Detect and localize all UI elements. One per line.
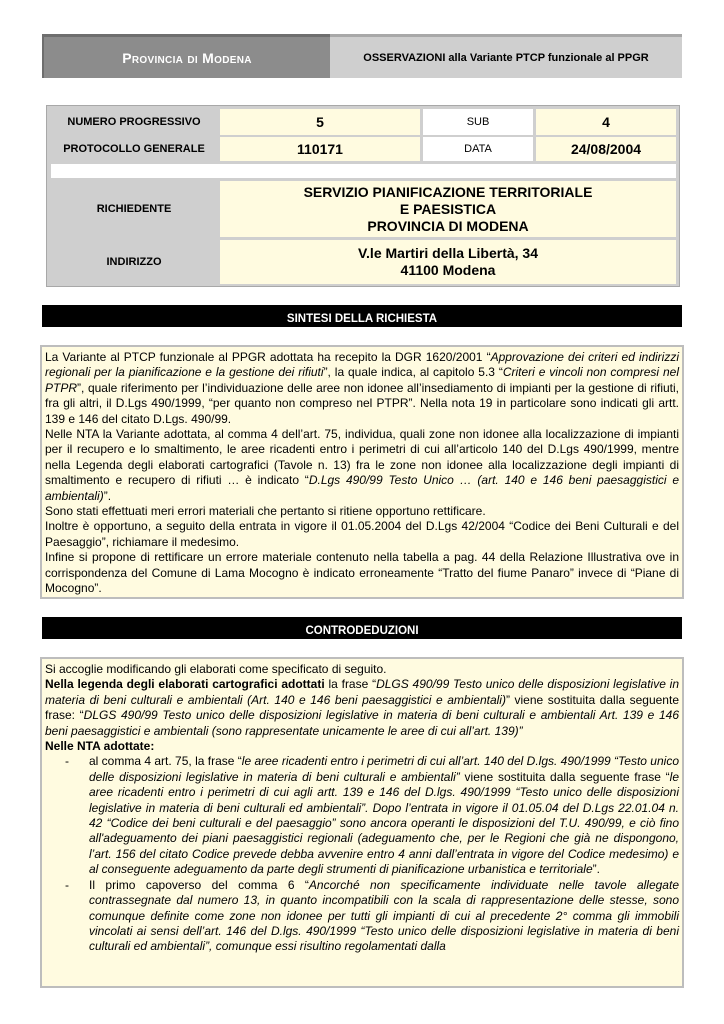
controdeduzioni-box bbox=[40, 657, 684, 988]
richiedente-label: RICHIEDENTE bbox=[51, 181, 217, 237]
spacer-row bbox=[51, 164, 676, 178]
contro-paragraph-3: Nelle NTA adottate: bbox=[45, 739, 155, 754]
sintesi-paragraph-3: Sono stati effettuati meri errori materiali che pertanto si ritiene opportuno rettificare. bbox=[45, 504, 486, 519]
nta-list bbox=[45, 754, 679, 954]
document-subtitle: OSSERVAZIONI alla Variante PTCP funzionale al PPGR bbox=[330, 34, 682, 78]
data-label: DATA bbox=[423, 137, 533, 161]
controdeduzioni-heading: CONTRODEDUZIONI bbox=[42, 617, 682, 639]
nta-list-item-1: - al comma 4 art. 75, la frase “le aree ricadenti entro i perimetri di cui all’art. 140 del D.lgs. 490/1999 “Testo unico delle disposizioni legislative in materia di beni culturali e ambientali” viene sostituita dalla seguente frase “le aree ricadenti entro i perimetri di cui agli artt. 139 e 146 del D.lgs. 490/1999 “Testo unico delle disposizioni legislative in materia di beni culturali ed ambientali”. Dopo l’entrata in vigore il 01.05.04 del D.Lgs 22.01.04 n. 42 “Codice dei beni culturali e del paesaggio” sono ancora operanti le disposizioni del T.U. 490/99, e ciò fino all'adeguamento dei piani paesaggistici regionali (adeguamento che, per le Regioni che già ne dispongono, l’art. 156 del citato Codice prevede debba avvenire entro 4 anni dall’entrata in vigore del Codice medesimo) e al conseguente adeguamento da parte degli strumenti di pianificazione urbanistica e territoriale”. bbox=[65, 754, 679, 877]
indirizzo-line-1: V.le Martiri della Libertà, 34 bbox=[357, 245, 538, 261]
protocollo-value: 110171 bbox=[220, 137, 420, 161]
richiedente-line-3: PROVINCIA DI MODENA bbox=[367, 217, 529, 234]
page-header bbox=[42, 34, 682, 78]
sintesi-paragraph-5: Infine si propone di rettificare un errore materiale contenuto nella tabella a pag. 44 della Relazione Illustrativa ove in corrispondenza del Comune di Lama Mocogno è indicato erroneamente “Tratto del fiume Panaro” invece di “Piane di Mocogno”. bbox=[45, 550, 679, 596]
indirizzo-line-2: 41100 Modena bbox=[400, 262, 496, 278]
contro-paragraph-2: Nella legenda degli elaborati cartografici adottati la frase “DLGS 490/99 Testo unico delle disposizioni legislative in materia di beni culturali e ambientali (Art. 140 e 146 beni paesaggistici e ambientali)” viene sostituita dalla seguente frase: “DLGS 490/99 Testo unico delle disposizioni legislative in materia di beni culturali e ambientali Art. 139 e 146 beni paesaggistici e ambientali (sono rappresentate unicamente le aree di cui all’art. 139)” bbox=[45, 677, 680, 738]
richiedente-value bbox=[220, 181, 676, 237]
numero-label: NUMERO PROGRESSIVO bbox=[51, 109, 217, 135]
sintesi-paragraph-4: Inoltre è opportuno, a seguito della entrata in vigore il 01.05.2004 del D.Lgs 42/2004 “Codice dei Beni Culturali e del Paesaggio”, richiamare il medesimo. bbox=[45, 519, 679, 549]
sintesi-heading: SINTESI DELLA RICHIESTA bbox=[42, 305, 682, 327]
protocollo-label: PROTOCOLLO GENERALE bbox=[51, 137, 217, 161]
sintesi-paragraph-2: Nelle NTA la Variante adottata, al comma 4 dell’art. 75, individua, quali zone non idonee alla localizzazione di impianti per il recupero e lo smaltimento, le aree ricadenti entro i perimetri di cui all’articolo 140 del D.Lgs 490/1999, mentre nella Legenda degli elaborati cartografici (Tavole n. 13) fra le zone non idonee alla localizzazione degli impianti di smaltimento e recupero di rifiuti … è indicato “D.Lgs 490/99 Testo Unico … (art. 140 e 146 beni paesaggistici e ambientali)”. bbox=[45, 427, 679, 503]
sintesi-paragraph-1: La Variante al PTCP funzionale al PPGR adottata ha recepito la DGR 1620/2001 “Approvazione dei criteri ed indirizzi regionali per la pianificazione e la gestione dei rifiuti”, la quale indica, al capitolo 5.3 “Criteri e vincoli non compresi nel PTPR”, quale riferimento per l’individuazione delle aree non idonee all’insediamento di impianti per la gestione di rifiuti, fra gli altri, il D.Lgs 490/1999, “per quanto non compreso nel PTPR”. Nella nota 19 in particolare sono indicati gli artt. 139 e 146 del citato D.Lgs. 490/99. bbox=[45, 350, 679, 426]
indirizzo-value bbox=[220, 240, 676, 284]
richiedente-line-2: E PAESISTICA bbox=[399, 200, 497, 217]
contro-paragraph-1: Si accoglie modificando gli elaborati come specificato di seguito. bbox=[45, 662, 387, 676]
sintesi-box bbox=[40, 345, 684, 599]
info-table bbox=[46, 105, 680, 287]
sub-value: 4 bbox=[536, 109, 676, 135]
numero-value: 5 bbox=[220, 109, 420, 135]
indirizzo-label: INDIRIZZO bbox=[51, 240, 217, 284]
data-value: 24/08/2004 bbox=[536, 137, 676, 161]
nta-list-item-2: - Il primo capoverso del comma 6 “Ancorché non specificamente individuate nelle tavole allegate contrassegnate dal numero 13, in quanto incompatibili con la scala di rappresentazione delle stesse, sono comunque definite come zone non idonee per tutti gli impianti di cui al precedente 2° comma gli immobili vincolati ai sensi dell’art. 146 del D.lgs. 490/1999 “Testo unico delle disposizioni legislative in materia di beni culturali ed ambientali”, comunque essi risultino regolamentati dalla bbox=[65, 877, 679, 954]
sub-label: SUB bbox=[423, 109, 533, 135]
province-title: Provincia di Modena bbox=[42, 34, 330, 78]
richiedente-line-1: SERVIZIO PIANIFICAZIONE TERRITORIALE bbox=[303, 183, 593, 200]
